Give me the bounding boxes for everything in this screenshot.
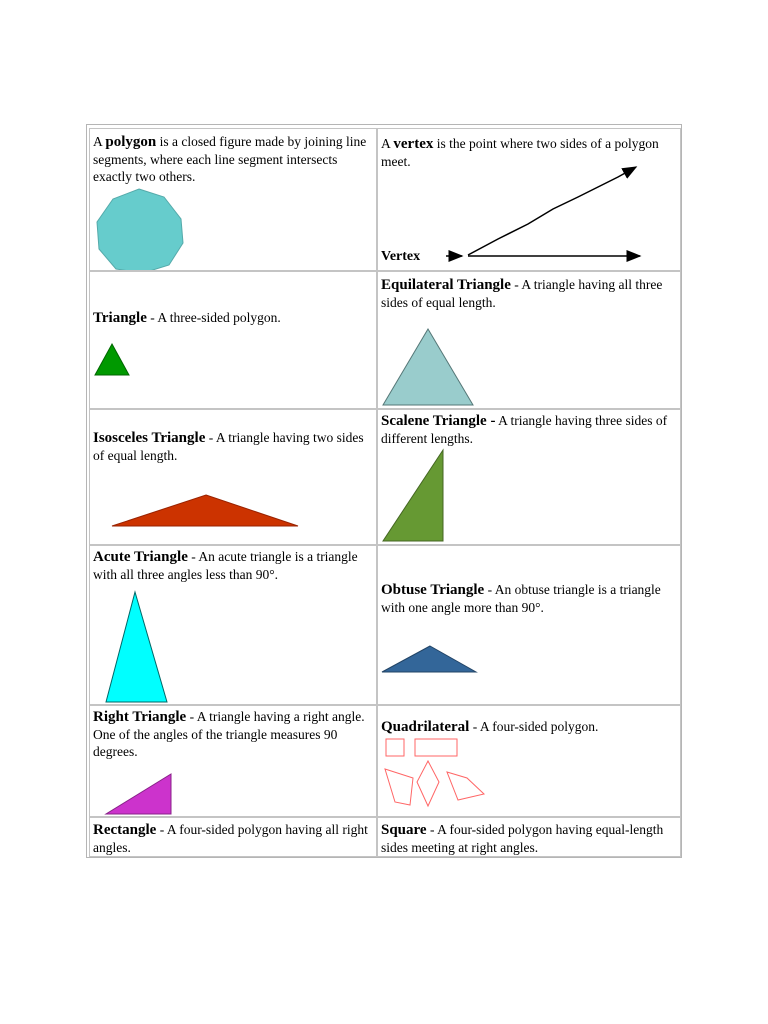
rectangle-definition: Rectangle - A four-sided polygon having all right angles. bbox=[93, 822, 368, 855]
quadrilateral-figure bbox=[383, 736, 488, 808]
vertex-term: vertex bbox=[393, 136, 434, 152]
right-definition: Right Triangle - A triangle having a right angle. One of the angles of the triangle measures 90 degrees. bbox=[93, 709, 365, 759]
square-term: Square bbox=[381, 822, 427, 838]
rectangle-term: Rectangle bbox=[93, 822, 157, 838]
acute-figure bbox=[104, 590, 170, 704]
quad-kite-outline bbox=[417, 761, 439, 806]
cell-right bbox=[89, 705, 377, 817]
triangle-term: Triangle bbox=[93, 310, 147, 326]
isosceles-definition: Isosceles Triangle - A triangle having two sides of equal length. bbox=[93, 430, 364, 463]
cell-quadrilateral bbox=[377, 705, 681, 817]
scalene-figure bbox=[381, 448, 446, 544]
equilateral-term: Equilateral Triangle bbox=[381, 277, 511, 293]
isosceles-shape bbox=[112, 495, 298, 526]
acute-definition: Acute Triangle - An acute triangle is a triangle with all three angles less than 90°. bbox=[93, 549, 358, 582]
cell-square bbox=[377, 817, 681, 857]
triangle-definition: Triangle - A three-sided polygon. bbox=[93, 310, 281, 326]
polygon-figure bbox=[94, 187, 184, 271]
cell-triangle bbox=[89, 271, 377, 409]
quad-square-outline bbox=[386, 739, 404, 756]
acute-shape bbox=[106, 592, 167, 702]
quad-trapezoid-outline bbox=[447, 772, 484, 800]
scalene-definition: Scalene Triangle - A triangle having three sides of different lengths. bbox=[381, 413, 668, 446]
quadrilateral-definition: Quadrilateral - A four-sided polygon. bbox=[381, 719, 599, 735]
cell-scalene bbox=[377, 409, 681, 545]
scalene-shape bbox=[383, 450, 443, 541]
quad-irregular-outline bbox=[385, 769, 413, 805]
cell-polygon bbox=[89, 128, 377, 271]
glossary-table bbox=[86, 124, 682, 858]
isosceles-term: Isosceles Triangle bbox=[93, 430, 206, 446]
quadrilateral-term: Quadrilateral bbox=[381, 719, 470, 735]
nonagon-shape bbox=[97, 189, 183, 271]
cell-vertex bbox=[377, 128, 681, 271]
polygon-definition: A polygon is a closed figure made by joining line segments, where each line segment intersects exactly two others. bbox=[93, 134, 367, 184]
isosceles-figure bbox=[110, 492, 300, 528]
right-term: Right Triangle bbox=[93, 709, 187, 725]
obtuse-shape bbox=[382, 646, 476, 672]
equilateral-figure bbox=[380, 327, 475, 407]
cell-rectangle bbox=[89, 817, 377, 857]
acute-term: Acute Triangle bbox=[93, 549, 188, 565]
polygon-term: polygon bbox=[105, 134, 157, 150]
cell-obtuse bbox=[377, 545, 681, 705]
equilateral-definition: Equilateral Triangle - A triangle having all three sides of equal length. bbox=[381, 277, 663, 310]
right-figure bbox=[104, 772, 174, 816]
vertex-definition: A vertex is the point where two sides of a polygon meet. bbox=[381, 136, 659, 169]
cell-equilateral bbox=[377, 271, 681, 409]
vertex-figure bbox=[378, 129, 681, 271]
scalene-term: Scalene Triangle - bbox=[381, 413, 496, 429]
equilateral-shape bbox=[383, 329, 473, 405]
square-definition: Square - A four-sided polygon having equal-length sides meeting at right angles. bbox=[381, 822, 664, 855]
obtuse-term: Obtuse Triangle bbox=[381, 582, 485, 598]
triangle-figure bbox=[93, 342, 133, 378]
obtuse-definition: Obtuse Triangle - An obtuse triangle is a triangle with one angle more than 90°. bbox=[381, 582, 661, 615]
triangle-shape bbox=[95, 344, 129, 375]
quad-rectangle-outline bbox=[415, 739, 457, 756]
obtuse-figure bbox=[380, 644, 478, 674]
cell-acute bbox=[89, 545, 377, 705]
vertex-upper-ray bbox=[468, 167, 636, 255]
vertex-label: Vertex bbox=[381, 249, 421, 264]
cell-isosceles bbox=[89, 409, 377, 545]
right-shape bbox=[106, 774, 171, 814]
